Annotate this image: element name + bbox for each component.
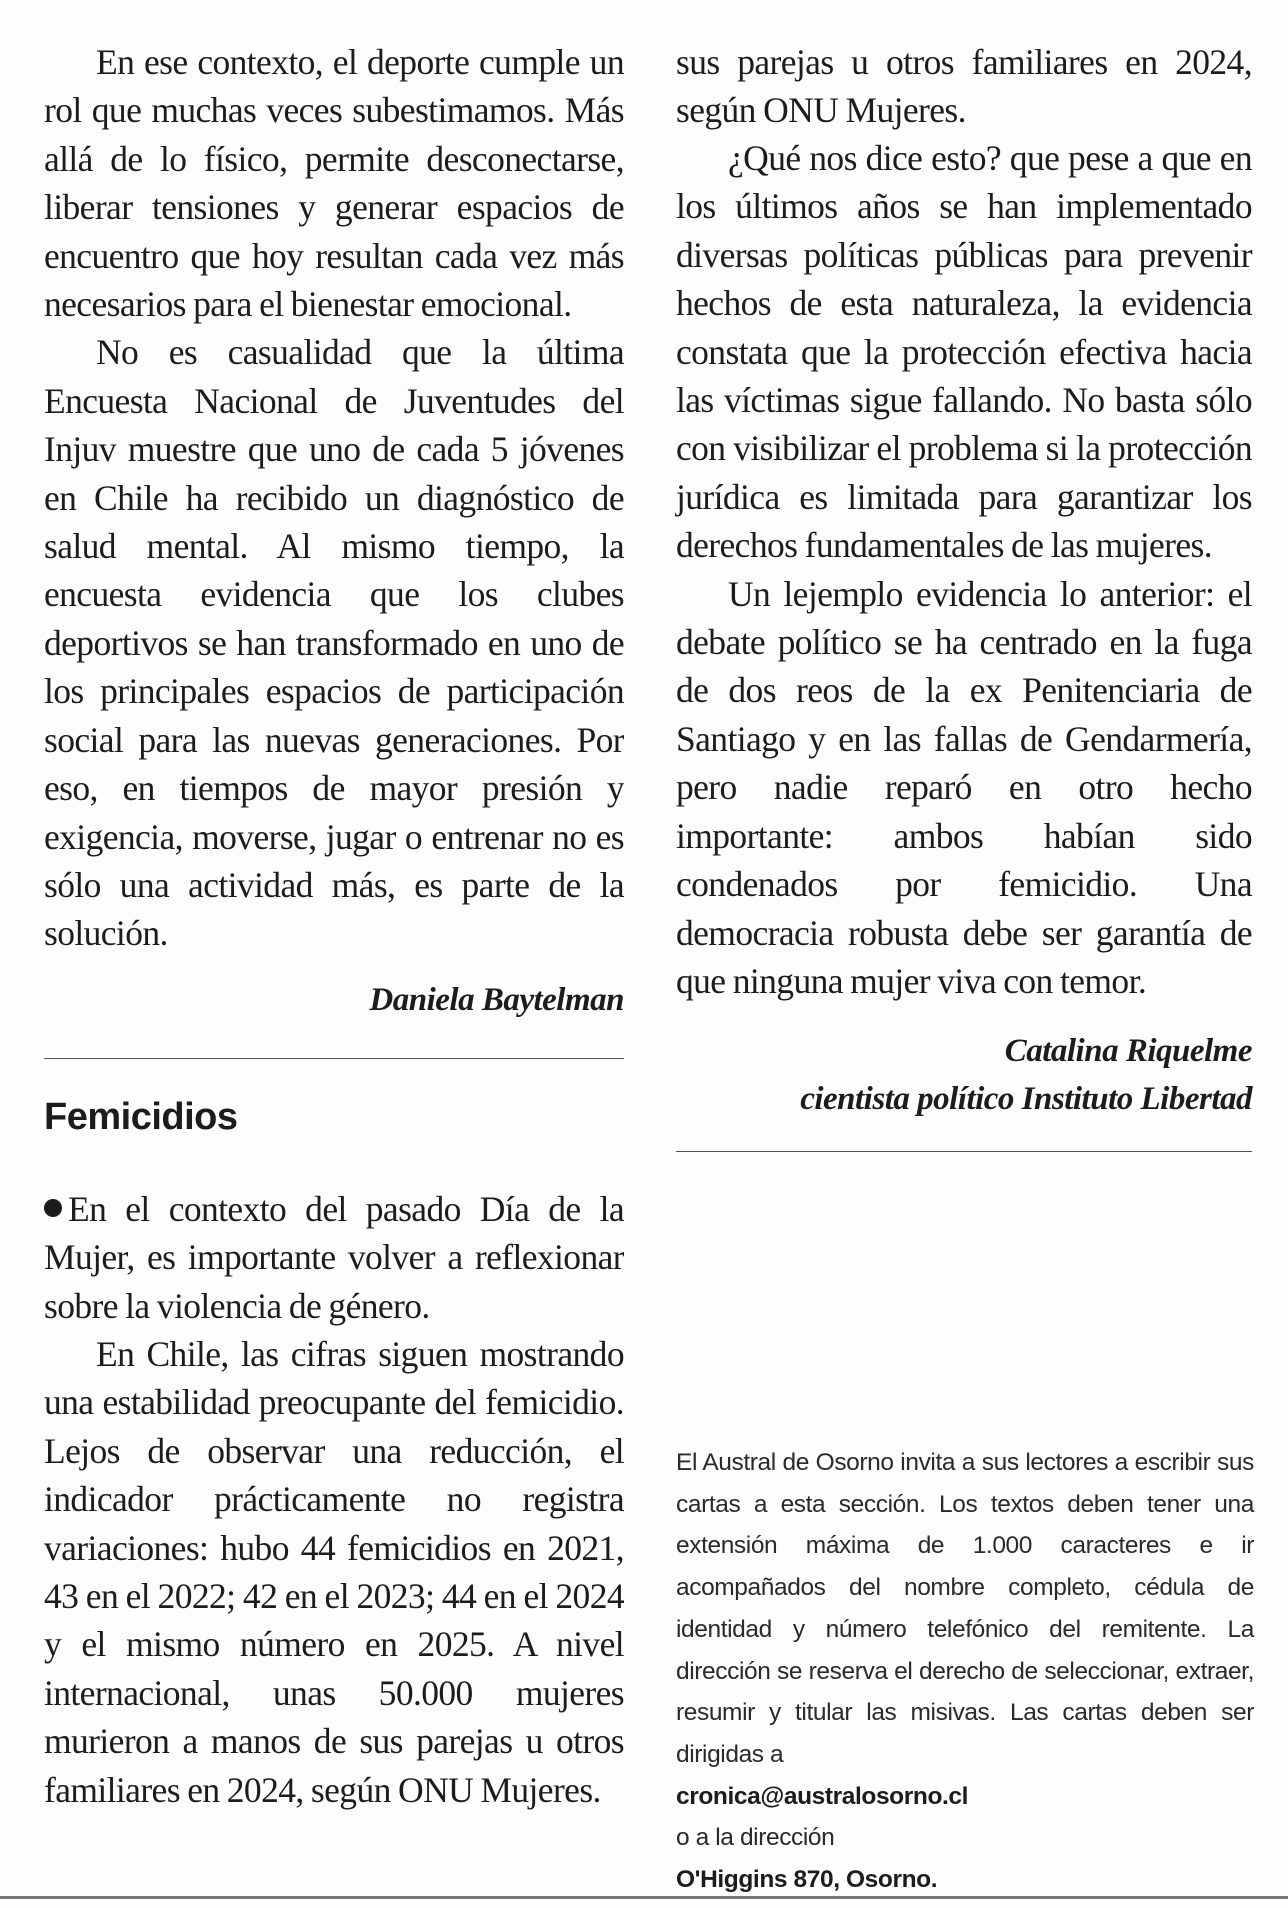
left-column [44, 38, 624, 1878]
right-column-body [676, 134, 1252, 1152]
letter-signature-name: Catalina Riquelme [1004, 1033, 1252, 1070]
letter-paragraph: En Chile, las cifras siguen mostrando una estabilidad preocupante del femicidio. Lejos de observar una reducción, el indicador prácticamente no registra variaciones: hubo 44 femicidios en 2021, 43 en el 2022; 42 en el 2023; 44 en el 2024 y el mismo número en 2025. A nivel internacional, unas 50.000 mujeres murieron a manos de sus parejas u otros familiares en 2024, según ONU Mujeres. [44, 1333, 624, 1810]
notice-address-label: o a la dirección [676, 1824, 835, 1852]
letter-paragraph-continued: sus parejas u otros familiares en 2024, según ONU Mujeres. [676, 42, 1252, 131]
intro-text: En el contexto del pasado Día de la Mujer, es importante volver a reflexionar sobre la violencia de género. [44, 1188, 624, 1326]
letter-signature-title: cientista político Instituto Libertad [800, 1081, 1252, 1118]
right-column-content [676, 38, 1252, 135]
letter-paragraph: No es casualidad que la última Encuesta Nacional de Juventudes del Injuv muestre que uno de cada 5 jóvenes en Chile ha recibido un diagnóstico de salud mental. Al mismo tiempo, la encuesta evidencia que los clubes deportivos se han transformado en uno de los principales espacios de participación social para las nuevas generaciones. Por eso, en tiempos de mayor presión y exigencia, moverse, jugar o entrenar no es sólo una actividad más, es parte de la solución. [44, 332, 624, 954]
letter-paragraph: En ese contexto, el deporte cumple un rol que muchas veces subestimamos. Más allá de lo físico, permite desconectarse, liberar tensiones y generar espacios de encuentro que hoy resultan cada vez más necesarios para el bienestar emocional. [44, 42, 624, 325]
letter-intro [44, 1185, 624, 1330]
letter-paragraph: Un lejemplo evidencia lo anterior: el debate político se ha centrado en la fuga de dos reos de la ex Penitenciaria de Santiago y en las fallas de Gendarmería, pero nadie reparó en otro hecho importante: ambos habían sido condenados por femicidio. Una democracia robusta debe ser garantía de que ninguna mujer viva con temor. [676, 573, 1252, 1001]
notice-email[interactable]: cronica@australosorno.cl [676, 1782, 969, 1810]
notice-text: El Austral de Osorno invita a sus lectores a escribir sus cartas a esta sección. Los textos deben tener una extensión máxima de 1.000 caracteres e ir acompañados del nombre completo, cédula de identidad y número telefónico del remitente. La dirección se reserva el derecho de seleccionar, extraer, resumir y titular las misivas. Las cartas deben ser dirigidas a [676, 1449, 1254, 1768]
bottom-divider [0, 1896, 1288, 1899]
bullet-icon [44, 1199, 62, 1217]
section-heading: Femicidios [44, 1095, 238, 1138]
divider [676, 1151, 1252, 1152]
letters-notice [676, 1442, 1254, 1901]
letter-signature: Daniela Baytelman [369, 981, 624, 1018]
divider [44, 1058, 624, 1059]
notice-address: O'Higgins 870, Osorno. [676, 1866, 938, 1894]
letter-paragraph: ¿Qué nos dice esto? que pese a que en los últimos años se han implementado diversas políticas públicas para prevenir hechos de esta naturaleza, la evidencia constata que la protección efectiva hacia las víctimas sigue fallando. No basta sólo con visibilizar el problema si la protección jurídica es limitada para garantizar los derechos fundamentales de las mujeres. [676, 138, 1252, 566]
